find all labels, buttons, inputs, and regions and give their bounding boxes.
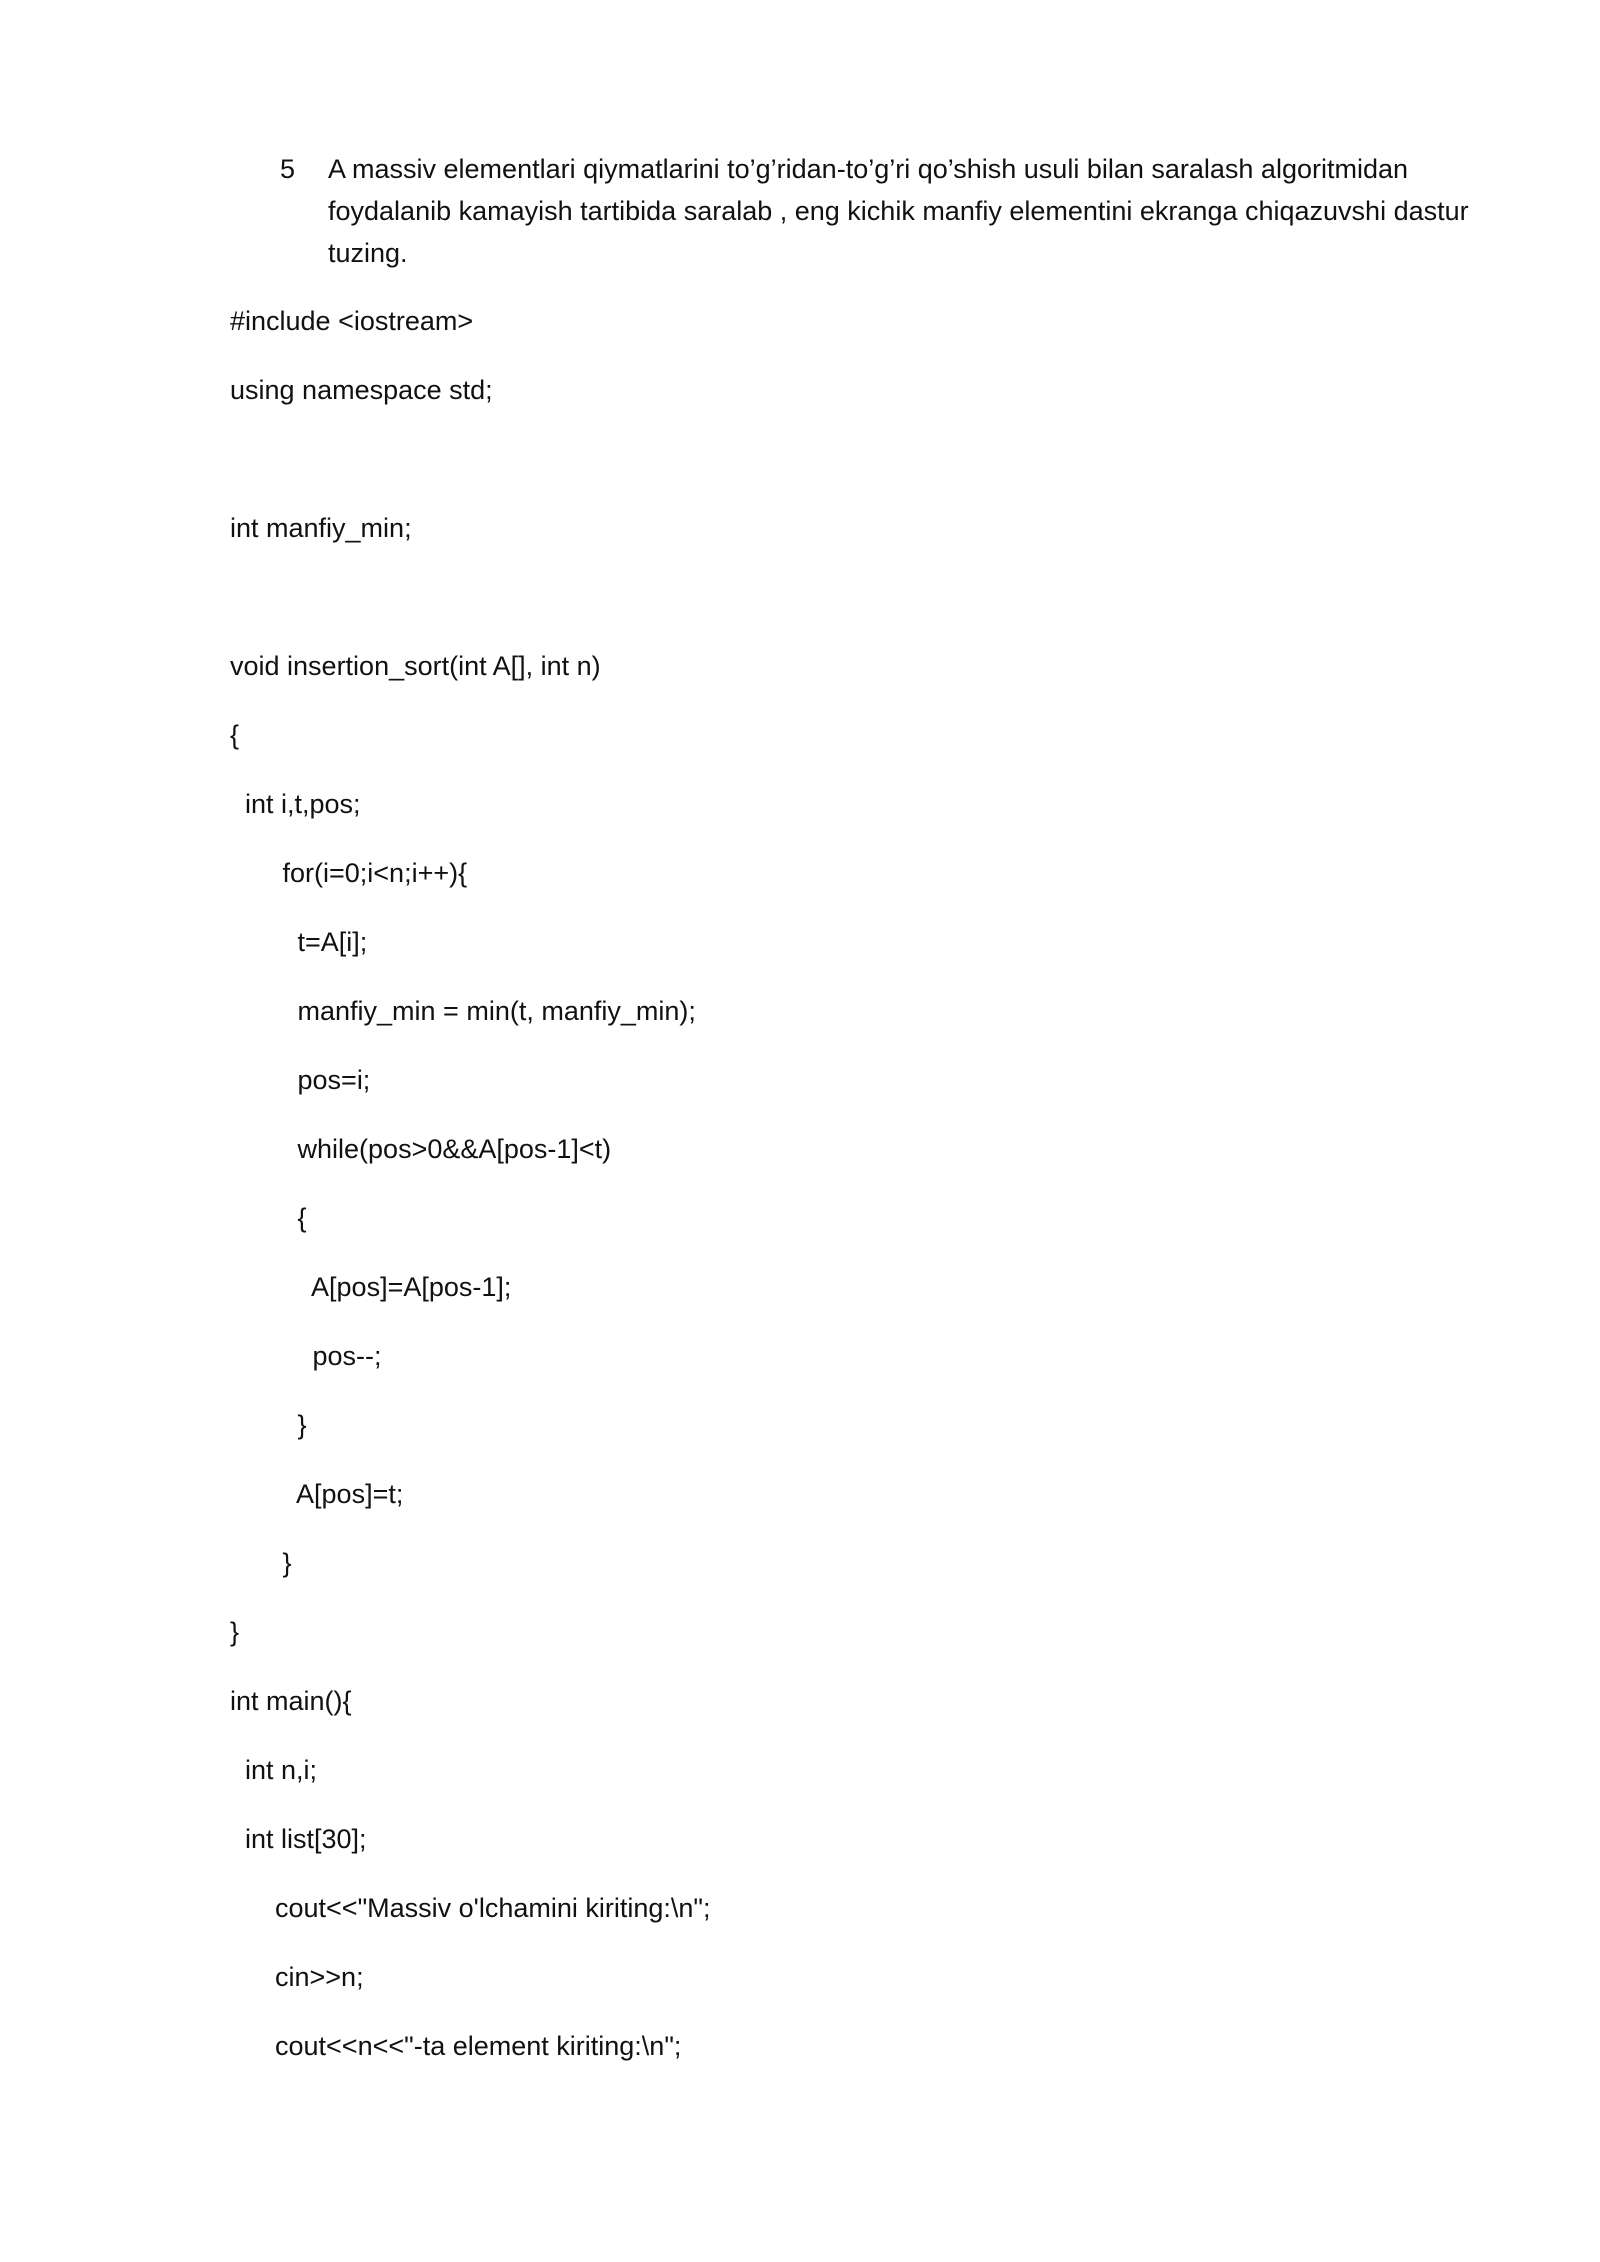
code-line: cout<<"Massiv o'lchamini kiriting:\n"; bbox=[230, 1893, 711, 1923]
code-line: } bbox=[230, 1548, 292, 1578]
code-line: int n,i; bbox=[230, 1755, 318, 1785]
code-line: int main(){ bbox=[230, 1686, 352, 1716]
code-line: while(pos>0&&A[pos-1]<t) bbox=[230, 1134, 612, 1164]
code-line: int i,t,pos; bbox=[230, 789, 361, 819]
code-line: cout<<n<<"-ta element kiriting:\n"; bbox=[230, 2031, 682, 2061]
code-line: { bbox=[230, 1203, 307, 1233]
code-line: void insertion_sort(int A[], int n) bbox=[230, 651, 601, 681]
code-line: for(i=0;i<n;i++){ bbox=[230, 858, 468, 888]
code-line: using namespace std; bbox=[230, 375, 493, 405]
code-line: } bbox=[230, 1617, 240, 1647]
code-line: { bbox=[230, 720, 240, 750]
code-line: } bbox=[230, 1410, 307, 1440]
code-line: cin>>n; bbox=[230, 1962, 364, 1992]
code-line: manfiy_min = min(t, manfiy_min); bbox=[230, 996, 696, 1026]
code-line: pos=i; bbox=[230, 1065, 371, 1095]
code-line: #include <iostream> bbox=[230, 306, 474, 336]
code-line: int manfiy_min; bbox=[230, 513, 412, 543]
code-line: A[pos]=t; bbox=[230, 1479, 404, 1509]
task-text: A massiv elementlari qiymatlarini to’g’ridan-to’g’ri qo’shish usuli bilan saralash algoritmidan foydalanib kamayish tartibida saralab , eng kichik manfiy elementini ekranga chiqazuvshi dastur tuzing. bbox=[328, 154, 1469, 268]
code-line: t=A[i]; bbox=[230, 927, 368, 957]
task-number: 5 bbox=[280, 154, 296, 184]
code-line: pos--; bbox=[230, 1341, 382, 1371]
code-line: A[pos]=A[pos-1]; bbox=[230, 1272, 512, 1302]
code-line: int list[30]; bbox=[230, 1824, 367, 1854]
